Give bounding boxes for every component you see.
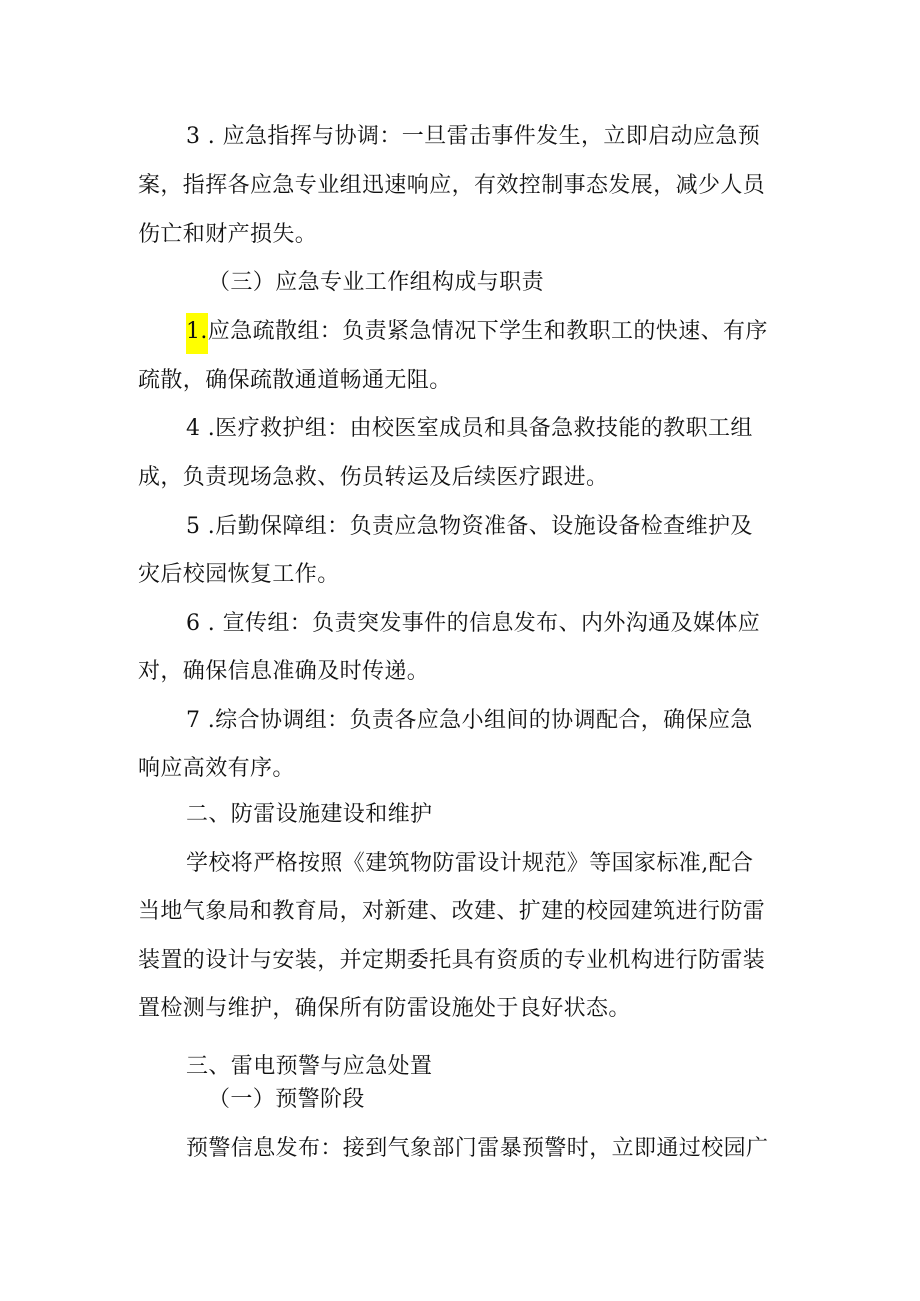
- paragraph-line: 7 .综合协调组：负责各应急小组间的协调配合，确保应急: [186, 708, 753, 733]
- paragraph-line: 6 . 宣传组：负责突发事件的信息发布、内外沟通及媒体应: [186, 611, 761, 636]
- paragraph-line: 装置的设计与安装，并定期委托具有资质的专业机构进行防雷装: [138, 948, 766, 973]
- paragraph-line: 预警信息发布：接到气象部门雷暴预警时，立即通过校园广: [186, 1136, 769, 1161]
- paragraph-line: 灾后校园恢复工作。: [138, 562, 340, 587]
- section-heading: 二、防雷设施建设和维护: [186, 802, 433, 827]
- paragraph-line: 成，负责现场急救、伤员转运及后续医疗跟进。: [138, 465, 609, 490]
- paragraph-line: 对，确保信息准确及时传递。: [138, 659, 430, 684]
- section-subheading: （三）应急专业工作组构成与职责: [208, 270, 545, 295]
- section-heading: 三、雷电预警与应急处置: [186, 1054, 433, 1079]
- paragraph-line: 伤亡和财产损失。: [138, 222, 318, 247]
- paragraph-line: 5 .后勤保障组：负责应急物资准备、设施设备检查维护及: [186, 514, 753, 539]
- paragraph-line: 当地气象局和教育局，对新建、改建、扩建的校园建筑进行防雷: [138, 899, 766, 924]
- highlighted-number: 1.: [186, 313, 208, 354]
- paragraph-line: 疏散，确保疏散通道畅通无阻。: [138, 368, 452, 393]
- paragraph-line: 案，指挥各应急专业组迅速响应，有效控制事态发展，减少人员: [138, 173, 766, 198]
- paragraph-line: 学校将严格按照《建筑物防雷设计规范》等国家标准,配合: [186, 851, 754, 876]
- paragraph-line: 4 .医疗救护组：由校医室成员和具备急救技能的教职工组: [186, 416, 753, 441]
- paragraph-line: 响应高效有序。: [138, 756, 295, 781]
- paragraph-line: [186, 317, 786, 347]
- paragraph-text: 应急疏散组：负责紧急情况下学生和教职工的快速、有序: [207, 319, 768, 344]
- paragraph-line: 置检测与维护，确保所有防雷设施处于良好状态。: [138, 996, 631, 1021]
- paragraph-line: 3 . 应急指挥与协调：一旦雷击事件发生，立即启动应急预: [186, 124, 761, 149]
- section-subheading: （一）预警阶段: [208, 1087, 365, 1112]
